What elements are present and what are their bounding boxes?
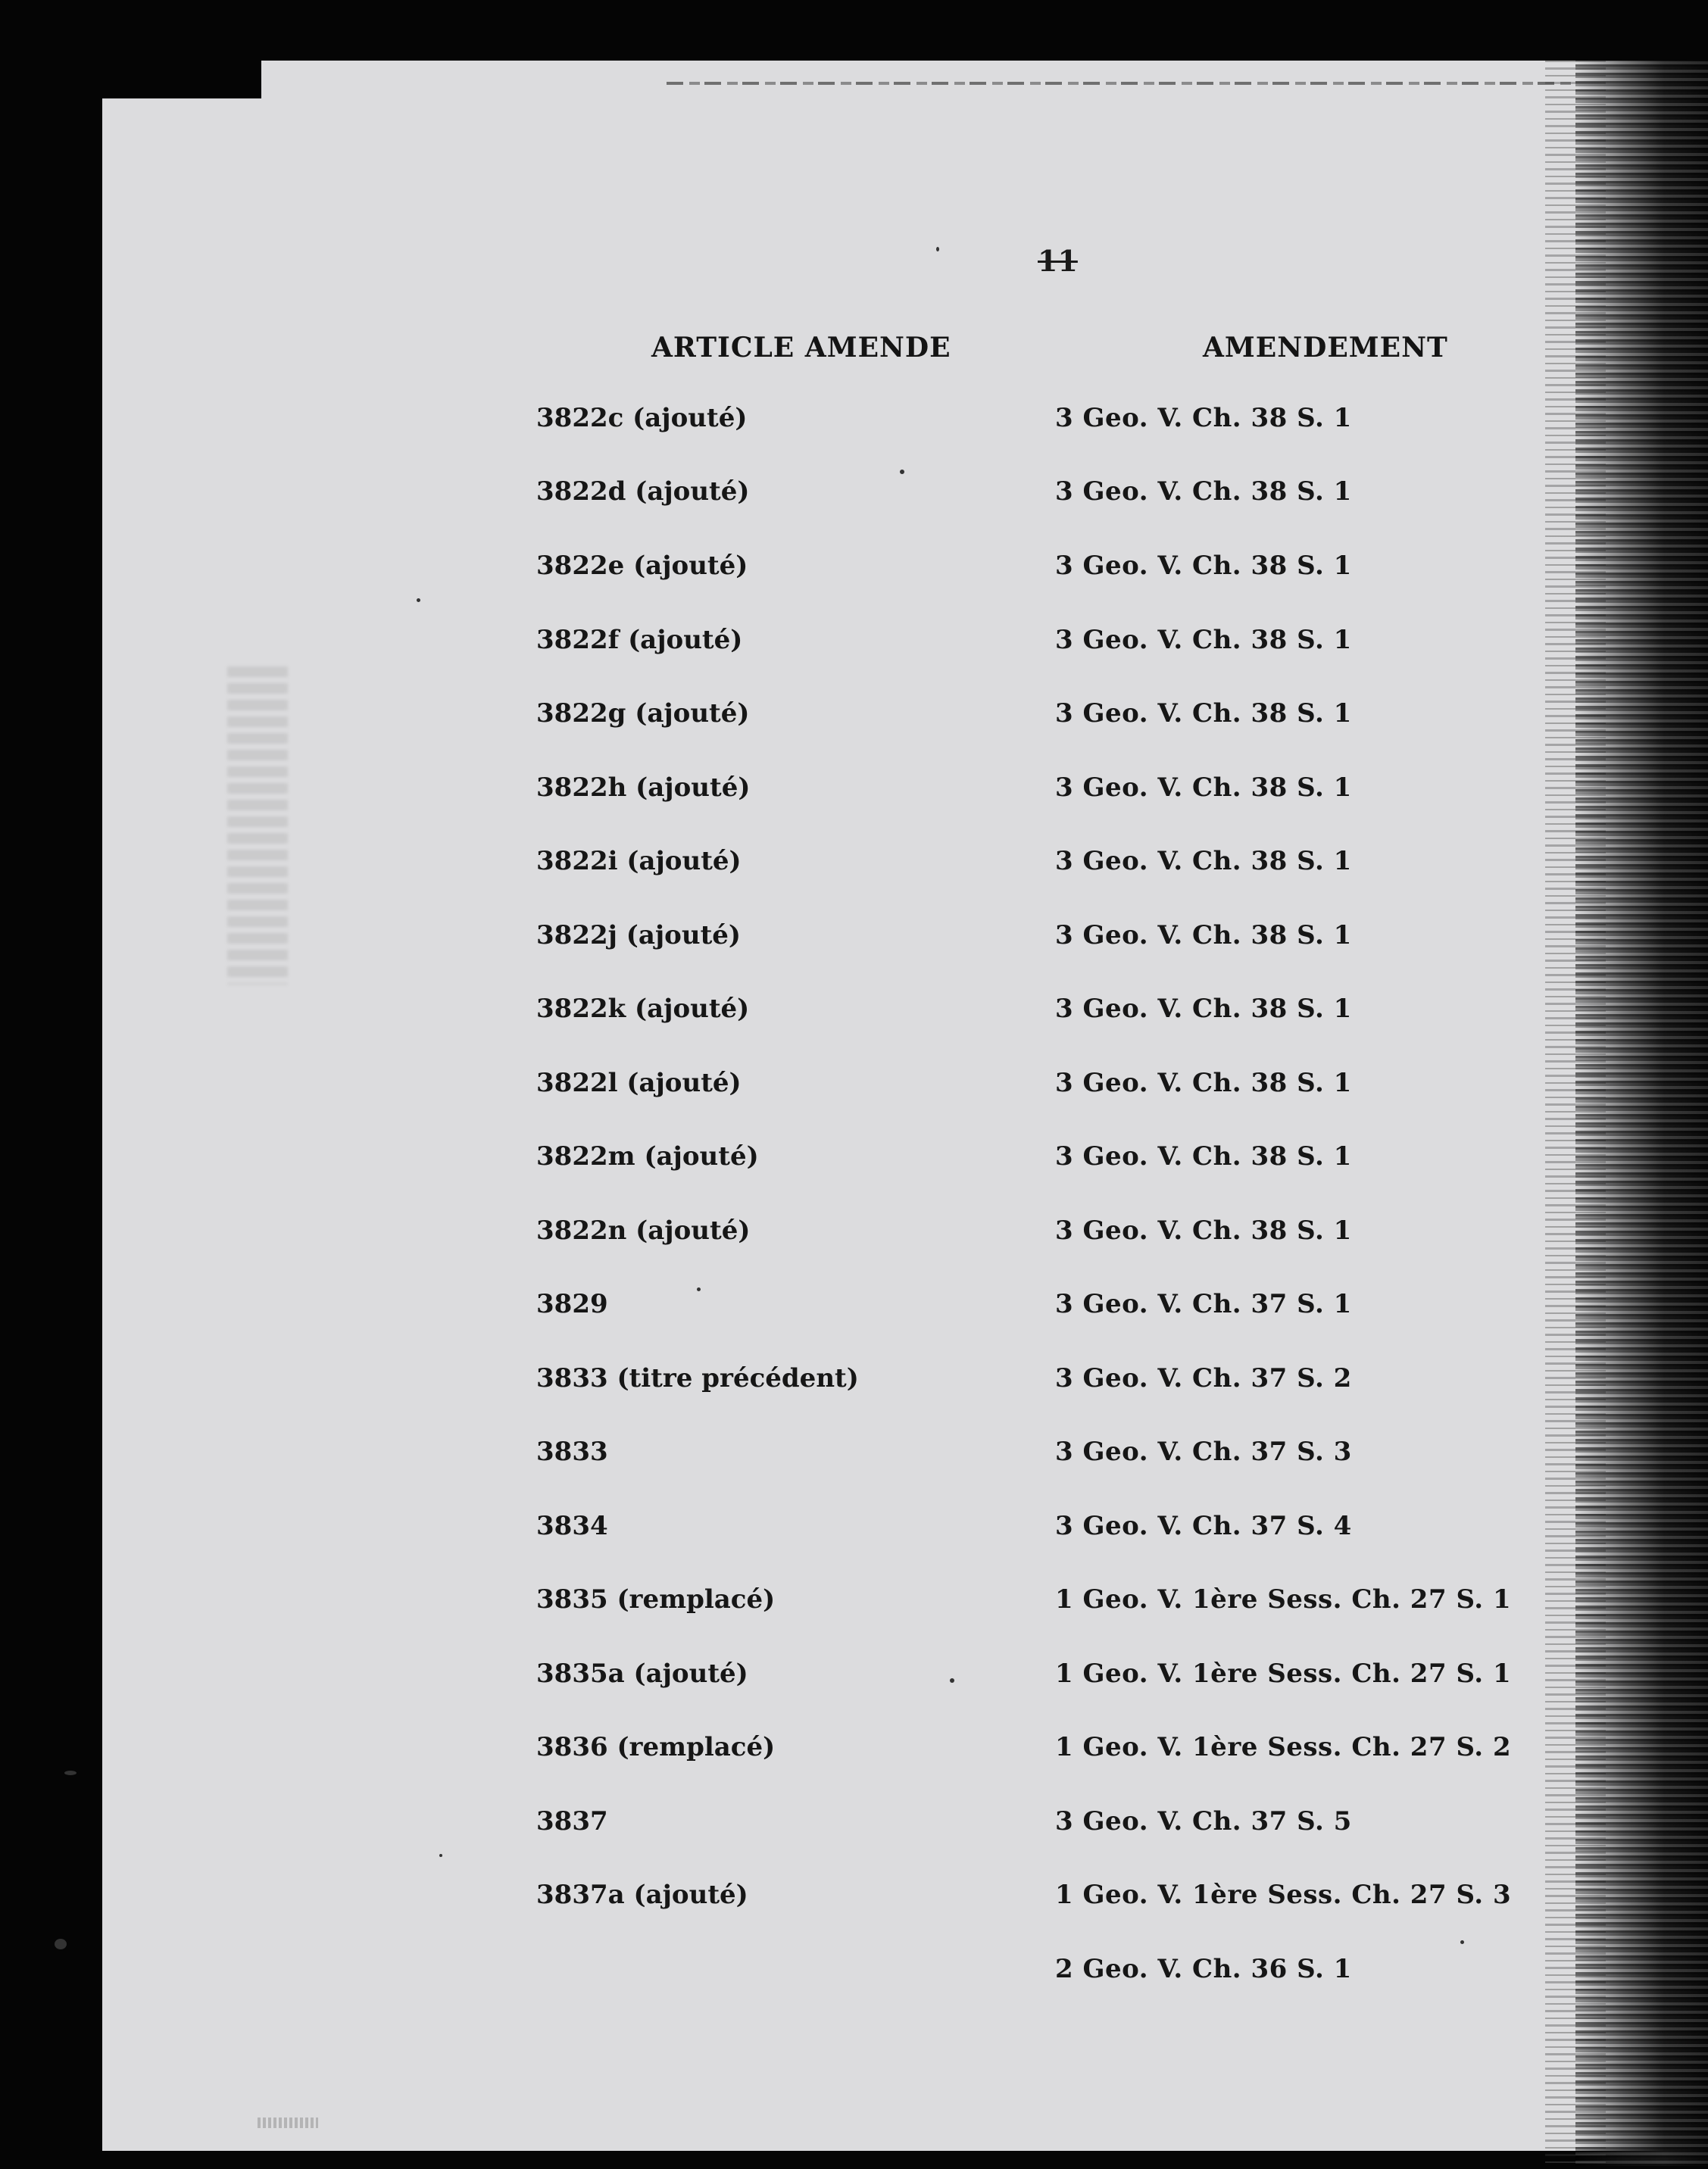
- article-cell: 3822i (ajouté): [536, 846, 742, 876]
- table-row: [0, 403, 1708, 448]
- table-row: [0, 1216, 1708, 1261]
- amendment-cell: 3 Geo. V. Ch. 38 S. 1: [1055, 476, 1352, 507]
- article-cell: 3835 (remplacé): [536, 1584, 776, 1615]
- article-cell: 3833: [536, 1437, 608, 1467]
- amendment-cell: 3 Geo. V. Ch. 38 S. 1: [1055, 698, 1352, 729]
- article-cell: 3833 (titre précédent): [536, 1363, 859, 1393]
- article-cell: 3822g (ajouté): [536, 698, 750, 729]
- article-cell: 3829: [536, 1289, 608, 1319]
- amendment-cell: 3 Geo. V. Ch. 38 S. 1: [1055, 1068, 1352, 1098]
- amendment-cell: 3 Geo. V. Ch. 37 S. 3: [1055, 1437, 1352, 1467]
- article-cell: 3835a (ajouté): [536, 1659, 748, 1689]
- table-row: [0, 1363, 1708, 1409]
- amendment-cell: 3 Geo. V. Ch. 37 S. 1: [1055, 1289, 1352, 1319]
- amendment-cell: 3 Geo. V. Ch. 38 S. 1: [1055, 994, 1352, 1024]
- article-cell: 3822e (ajouté): [536, 551, 748, 581]
- article-cell: 3822h (ajouté): [536, 772, 751, 803]
- amendment-cell: 1 Geo. V. 1ère Sess. Ch. 27 S. 2: [1055, 1732, 1512, 1762]
- amendment-cell: 1 Geo. V. 1ère Sess. Ch. 27 S. 3: [1055, 1880, 1512, 1910]
- table-row: [0, 1141, 1708, 1187]
- article-cell: 3822c (ajouté): [536, 403, 748, 433]
- amendment-cell: 3 Geo. V. Ch. 38 S. 1: [1055, 551, 1352, 581]
- table-row: [0, 1806, 1708, 1852]
- amendment-cell: 3 Geo. V. Ch. 37 S. 5: [1055, 1806, 1352, 1837]
- table-row: [0, 625, 1708, 670]
- amendment-cell: 2 Geo. V. Ch. 36 S. 1: [1055, 1954, 1352, 1984]
- article-cell: 3834: [536, 1511, 608, 1541]
- amendment-cell: 3 Geo. V. Ch. 37 S. 4: [1055, 1511, 1352, 1541]
- amendment-cell: 3 Geo. V. Ch. 38 S. 1: [1055, 403, 1352, 433]
- amendment-cell: 1 Geo. V. 1ère Sess. Ch. 27 S. 1: [1055, 1659, 1512, 1689]
- article-cell: 3822k (ajouté): [536, 994, 750, 1024]
- article-cell: 3822f (ajouté): [536, 625, 743, 655]
- amendment-cell: 3 Geo. V. Ch. 38 S. 1: [1055, 920, 1352, 950]
- article-cell: 3822n (ajouté): [536, 1216, 751, 1246]
- article-cell: 3822d (ajouté): [536, 476, 750, 507]
- amendment-cell: 3 Geo. V. Ch. 38 S. 1: [1055, 1216, 1352, 1246]
- column-header-amendment: AMENDEMENT: [1203, 332, 1448, 364]
- table-row: [0, 920, 1708, 966]
- article-cell: 3837a (ajouté): [536, 1880, 748, 1910]
- amendment-cell: 3 Geo. V. Ch. 38 S. 1: [1055, 625, 1352, 655]
- article-cell: 3836 (remplacé): [536, 1732, 776, 1762]
- article-cell: 3822l (ajouté): [536, 1068, 742, 1098]
- table-row: [0, 1732, 1708, 1777]
- table-row: [0, 846, 1708, 891]
- article-cell: 3822j (ajouté): [536, 920, 742, 950]
- table-row: [0, 1289, 1708, 1334]
- table-row: [0, 1584, 1708, 1630]
- table-row: [0, 1954, 1708, 1999]
- table-row: [0, 1511, 1708, 1556]
- article-cell: 3837: [536, 1806, 608, 1837]
- table-row: [0, 476, 1708, 522]
- amendment-cell: 1 Geo. V. 1ère Sess. Ch. 27 S. 1: [1055, 1584, 1512, 1615]
- table-row: [0, 1659, 1708, 1704]
- table-row: [0, 1068, 1708, 1113]
- table-row: [0, 698, 1708, 744]
- amendment-cell: 3 Geo. V. Ch. 38 S. 1: [1055, 772, 1352, 803]
- table-row: [0, 772, 1708, 818]
- table-row: [0, 551, 1708, 596]
- table-row: [0, 1437, 1708, 1482]
- amendment-cell: 3 Geo. V. Ch. 38 S. 1: [1055, 846, 1352, 876]
- amendment-cell: 3 Geo. V. Ch. 38 S. 1: [1055, 1141, 1352, 1172]
- article-cell: 3822m (ajouté): [536, 1141, 759, 1172]
- table-row: [0, 994, 1708, 1039]
- column-header-article: ARTICLE AMENDE: [651, 332, 951, 364]
- table-row: [0, 1880, 1708, 1925]
- amendment-cell: 3 Geo. V. Ch. 37 S. 2: [1055, 1363, 1352, 1393]
- page-number: 11: [1038, 244, 1078, 278]
